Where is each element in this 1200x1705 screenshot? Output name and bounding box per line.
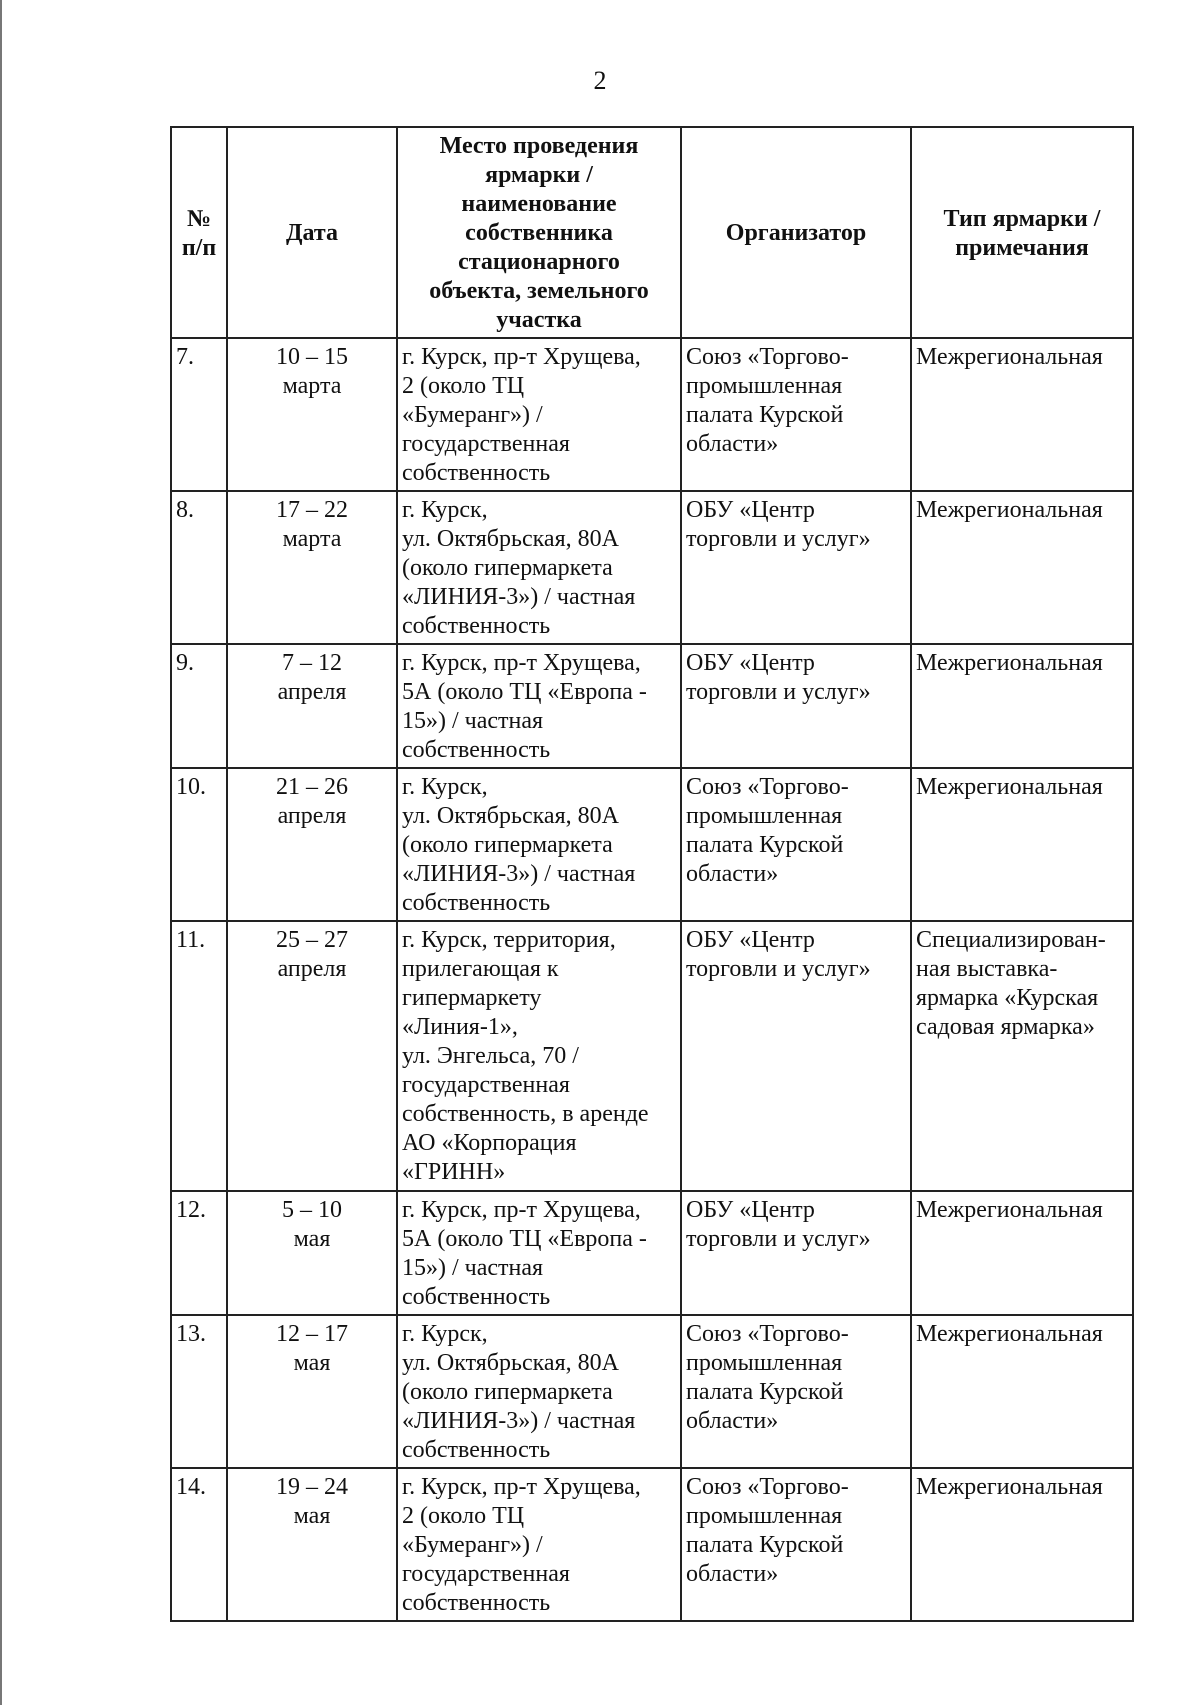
- header-date: Дата: [227, 127, 397, 338]
- row-organizer: Союз «Торгово- промышленная палата Курской области»: [681, 338, 911, 491]
- header-organizer: Организатор: [681, 127, 911, 338]
- header-type: Тип ярмарки / примечания: [911, 127, 1133, 338]
- row-place: г. Курск, ул. Октябрьская, 80А (около гипермаркета «ЛИНИЯ-3») / частная собственность: [397, 1315, 681, 1468]
- row-type: Межрегиональная: [911, 1468, 1133, 1621]
- row-place: г. Курск, ул. Октябрьская, 80А (около гипермаркета «ЛИНИЯ-3») / частная собственность: [397, 768, 681, 921]
- row-num: 13.: [171, 1315, 227, 1468]
- table-row: [171, 1191, 1133, 1315]
- row-organizer: Союз «Торгово- промышленная палата Курской области»: [681, 1315, 911, 1468]
- table-row: [171, 338, 1133, 491]
- row-num: 7.: [171, 338, 227, 491]
- header-place: Место проведения ярмарки / наименование собственника стационарного объекта, земельного участка: [397, 127, 681, 338]
- row-type: Межрегиональная: [911, 1315, 1133, 1468]
- row-organizer: ОБУ «Центр торговли и услуг»: [681, 644, 911, 768]
- row-num: 8.: [171, 491, 227, 644]
- table-row: [171, 768, 1133, 921]
- row-date: 7 – 12 апреля: [227, 644, 397, 768]
- row-type: Межрегиональная: [911, 644, 1133, 768]
- fair-schedule-table: [170, 126, 1134, 1622]
- row-type: Специализирован- ная выставка- ярмарка «Курская садовая ярмарка»: [911, 921, 1133, 1191]
- row-num: 12.: [171, 1191, 227, 1315]
- row-num: 11.: [171, 921, 227, 1191]
- row-type: Межрегиональная: [911, 1191, 1133, 1315]
- table-row: [171, 1315, 1133, 1468]
- row-num: 10.: [171, 768, 227, 921]
- row-num: 9.: [171, 644, 227, 768]
- row-date: 25 – 27 апреля: [227, 921, 397, 1191]
- row-organizer: ОБУ «Центр торговли и услуг»: [681, 1191, 911, 1315]
- row-organizer: ОБУ «Центр торговли и услуг»: [681, 921, 911, 1191]
- row-place: г. Курск, пр-т Хрущева, 2 (около ТЦ «Бумеранг») / государственная собственность: [397, 1468, 681, 1621]
- table-header-row: [171, 127, 1133, 338]
- row-date: 17 – 22 марта: [227, 491, 397, 644]
- row-type: Межрегиональная: [911, 338, 1133, 491]
- row-date: 5 – 10 мая: [227, 1191, 397, 1315]
- row-place: г. Курск, территория, прилегающая к гипермаркету «Линия-1», ул. Энгельса, 70 / государственная собственность, в аренде АО «Корпорация «ГРИНН»: [397, 921, 681, 1191]
- row-type: Межрегиональная: [911, 768, 1133, 921]
- row-organizer: Союз «Торгово- промышленная палата Курской области»: [681, 1468, 911, 1621]
- row-place: г. Курск, пр-т Хрущева, 2 (около ТЦ «Бумеранг») / государственная собственность: [397, 338, 681, 491]
- table-row: [171, 921, 1133, 1191]
- row-date: 12 – 17 мая: [227, 1315, 397, 1468]
- header-num: № п/п: [171, 127, 227, 338]
- row-date: 10 – 15 марта: [227, 338, 397, 491]
- row-type: Межрегиональная: [911, 491, 1133, 644]
- scan-edge: [0, 0, 2, 1705]
- table-row: [171, 1468, 1133, 1621]
- row-date: 19 – 24 мая: [227, 1468, 397, 1621]
- row-place: г. Курск, пр-т Хрущева, 5А (около ТЦ «Европа - 15») / частная собственность: [397, 644, 681, 768]
- table-row: [171, 491, 1133, 644]
- row-organizer: ОБУ «Центр торговли и услуг»: [681, 491, 911, 644]
- page-number: 2: [593, 66, 607, 95]
- row-place: г. Курск, пр-т Хрущева, 5А (около ТЦ «Европа - 15») / частная собственность: [397, 1191, 681, 1315]
- table-row: [171, 644, 1133, 768]
- row-num: 14.: [171, 1468, 227, 1621]
- row-place: г. Курск, ул. Октябрьская, 80А (около гипермаркета «ЛИНИЯ-3») / частная собственность: [397, 491, 681, 644]
- row-organizer: Союз «Торгово- промышленная палата Курской области»: [681, 768, 911, 921]
- row-date: 21 – 26 апреля: [227, 768, 397, 921]
